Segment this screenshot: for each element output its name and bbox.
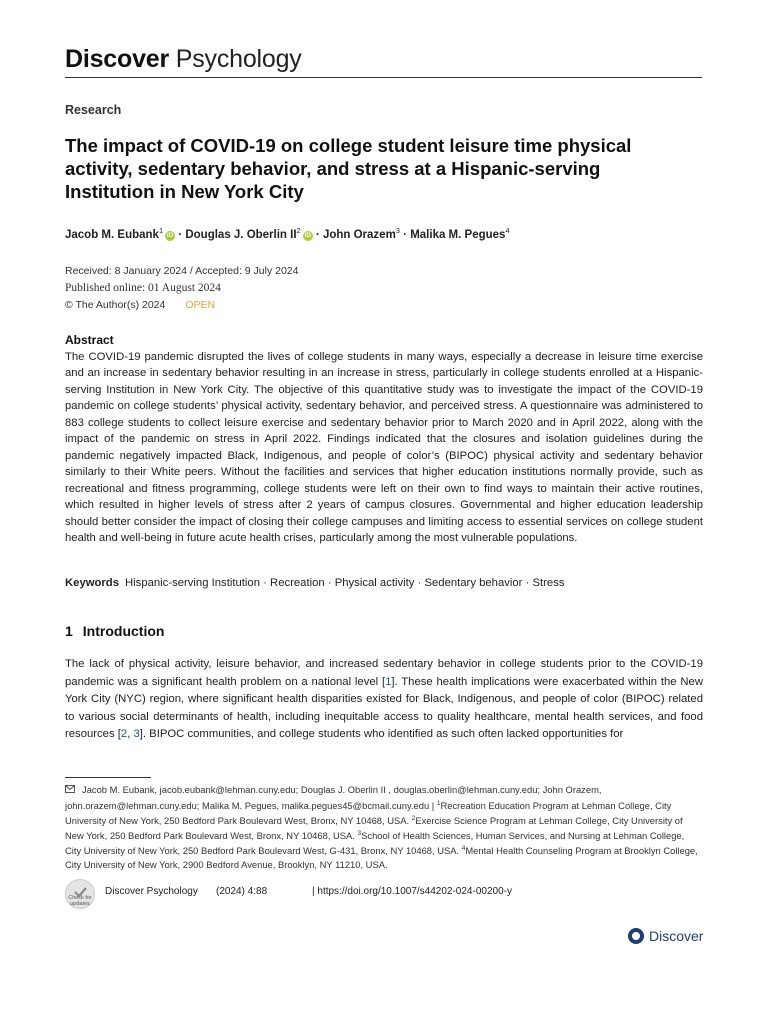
header-rule [65,77,702,78]
reference-separator: , [127,728,134,740]
author-separator: · [312,228,323,241]
copyright-line [65,297,299,314]
reference-link[interactable]: 2 [120,728,128,740]
introduction-paragraph [65,656,703,744]
abstract-heading: Abstract [65,333,114,347]
author-name: Douglas J. Oberlin II [185,228,297,241]
affiliation-2: Exercise Science Program at Lehman College, City University of New York, 250 Bedford Park Boulevard West, Bronx, NY 10468, USA. [65,815,683,842]
author-name: Jacob M. Eubank [65,228,159,241]
journal-title-bold: Discover [65,45,170,73]
reference-link[interactable]: 1 [385,675,392,688]
author-separator: · [175,228,186,241]
author-affiliation-mark: 3 [395,226,400,235]
affiliation-1: Recreation Education Program at Lehman College, City University of New York, 250 Bedford Park Boulevard West, Bronx, NY 10468, USA. [65,800,672,827]
received-accepted-dates: Received: 8 January 2024 / Accepted: 9 July 2024 [65,265,299,277]
journal-title-rest: Psychology [175,45,302,73]
published-date: Published online: 01 August 2024 [65,282,221,294]
paragraph-text: ]. These health implications were exacerbated within the New York City (NYC) region, where significant health disparities existed for Black, Indigenous, and people of color (BIPOC) related to various social determinants of health, including inequitable access to quality healthcare, mental health services, and food resources [ [65,675,703,740]
author-name: Malika M. Pegues [410,228,506,241]
footer-journal-name: Discover Psychology [105,886,198,897]
author-name: John Orazem [322,228,396,241]
author-affiliation-mark: 1 [158,226,164,235]
publisher-logo [628,928,703,944]
keywords [65,577,565,589]
abstract-text: The COVID-19 pandemic disrupted the lives of college students in many ways, especially a decrease in leisure time exercise and an increase in sedentary behavior resulting in an increase in stress, particularly in college students enrolled at a Hispanic-serving Institution in New York City. The objective of this quantitative study was to investigate the impact of the COVID-19 pandemic on college students’ physical activity, sedentary behavior, and perceived stress. A questionnaire was administered to 883 college students to collect leisure exercise and sedentary behavior prior to March 2020 and in April 2022, along with the impact of the pandemic on stress in April 2022. Findings indicated that the closures and isolation guidelines during the pandemic negatively impacted Black, Indigenous, and people of color’s (BIPOC) physical activity and sedentary behavior similarly to their White peers. Without the facilities and services that higher education institutions normally provide, such as recreational and fitness programming, college students were left on their own to find ways to maintain their active routines, which resulted in higher levels of stress after 2 years of campus closures. Governmental and higher education leadership should better consider the impact of closing their college campuses and limiting access to essential services on college student health and well-being in future acute health crises, particularly among the most vulnerable populations. [65,350,703,544]
open-access-badge: OPEN [185,299,216,311]
author-list [65,226,510,241]
envelope-icon [65,784,76,797]
section-heading-introduction [65,623,164,639]
affiliation-4: Mental Health Counseling Program at Brooklyn College, City University of New York, 2900 Bedford Avenue, Brooklyn, NY 11210, USA. [65,845,698,870]
article-title: The impact of COVID-19 on college student leisure time physical activity, sedentary behavior, and stress at a Hispanic-serving Institution in New York City [65,135,632,202]
keywords-list: Hispanic-serving Institution · Recreation · Physical activity · Sedentary behavior · Stress [125,577,565,589]
affiliation-3: School of Health Sciences, Human Services, and Nursing at Lehman College, City University of New York, 250 Bedford Park Boulevard West, G-431, Bronx, NY 10468, USA. [65,830,685,857]
section-number: 1 [65,623,73,639]
footer-doi-link[interactable]: | https://doi.org/10.1007/s44202-024-00200-y [312,886,512,897]
publisher-name: Discover [649,928,704,944]
author-affiliation-mark: 2 [296,226,301,235]
correspondence-footnote: Jacob M. Eubank, jacob.eubank@lehman.cuny.edu; Douglas J. Oberlin II , douglas.oberlin@lehman.cuny.edu; John Orazem, john.orazem@lehman.cuny.edu; Malika M. Pegues, malika.pegues45@bcmail.cuny.edu | $^1$Recreation Education Program at Lehman College, City University of New York, 250 Bedford Park Boulevard West, Bronx, NY 10468, USA. $^2$Exercise Science Program at Lehman College, City University of New York, 250 Bedford Park Boulevard West, Bronx, NY 10468, USA. $^3$School of Health Sciences, Human Services, and Nursing at Lehman College, City University of New York, 250 Bedford Park Boulevard West, G-431, Bronx, NY 10468, USA. $^4$Mental Health Counseling Program at Brooklyn College, City University of New York, 2900 Bedford Avenue, Brooklyn, NY 11210, USA. [65,784,698,870]
orcid-icon[interactable]: iD [304,231,311,239]
article-type: Research [65,103,122,117]
footnote-rule [65,777,151,778]
section-title: Introduction [82,623,165,639]
keywords-label: Keywords [65,577,119,589]
paragraph-text: The lack of physical activity, leisure behavior, and increased sedentary behavior in college students prior to the COVID-19 pandemic was a significant health problem on a national level [ [65,658,703,688]
discover-logo-icon [628,928,644,944]
paragraph-text: ]. BIPOC communities, and college students who identified as such often lacked opportunities for [139,728,624,740]
author-affiliation-mark: 4 [505,226,510,235]
author-separator: · [399,228,411,241]
copyright-text: © The Author(s) 2024 [65,299,166,311]
check-for-updates-label: Check for updates [68,895,92,907]
reference-link[interactable]: 3 [133,728,140,740]
footer-issue: (2024) 4:88 [216,886,268,897]
contact-emails: Jacob M. Eubank, jacob.eubank@lehman.cuny.edu; Douglas J. Oberlin II , douglas.oberlin@lehman.cuny.edu; John Orazem, john.orazem@lehman.cuny.edu; Malika M. Pegues, malika.pegues45@bcmail.cuny.edu | [65,784,602,812]
article-dates [65,263,299,314]
orcid-icon[interactable]: iD [166,231,174,239]
journal-title [65,45,302,74]
